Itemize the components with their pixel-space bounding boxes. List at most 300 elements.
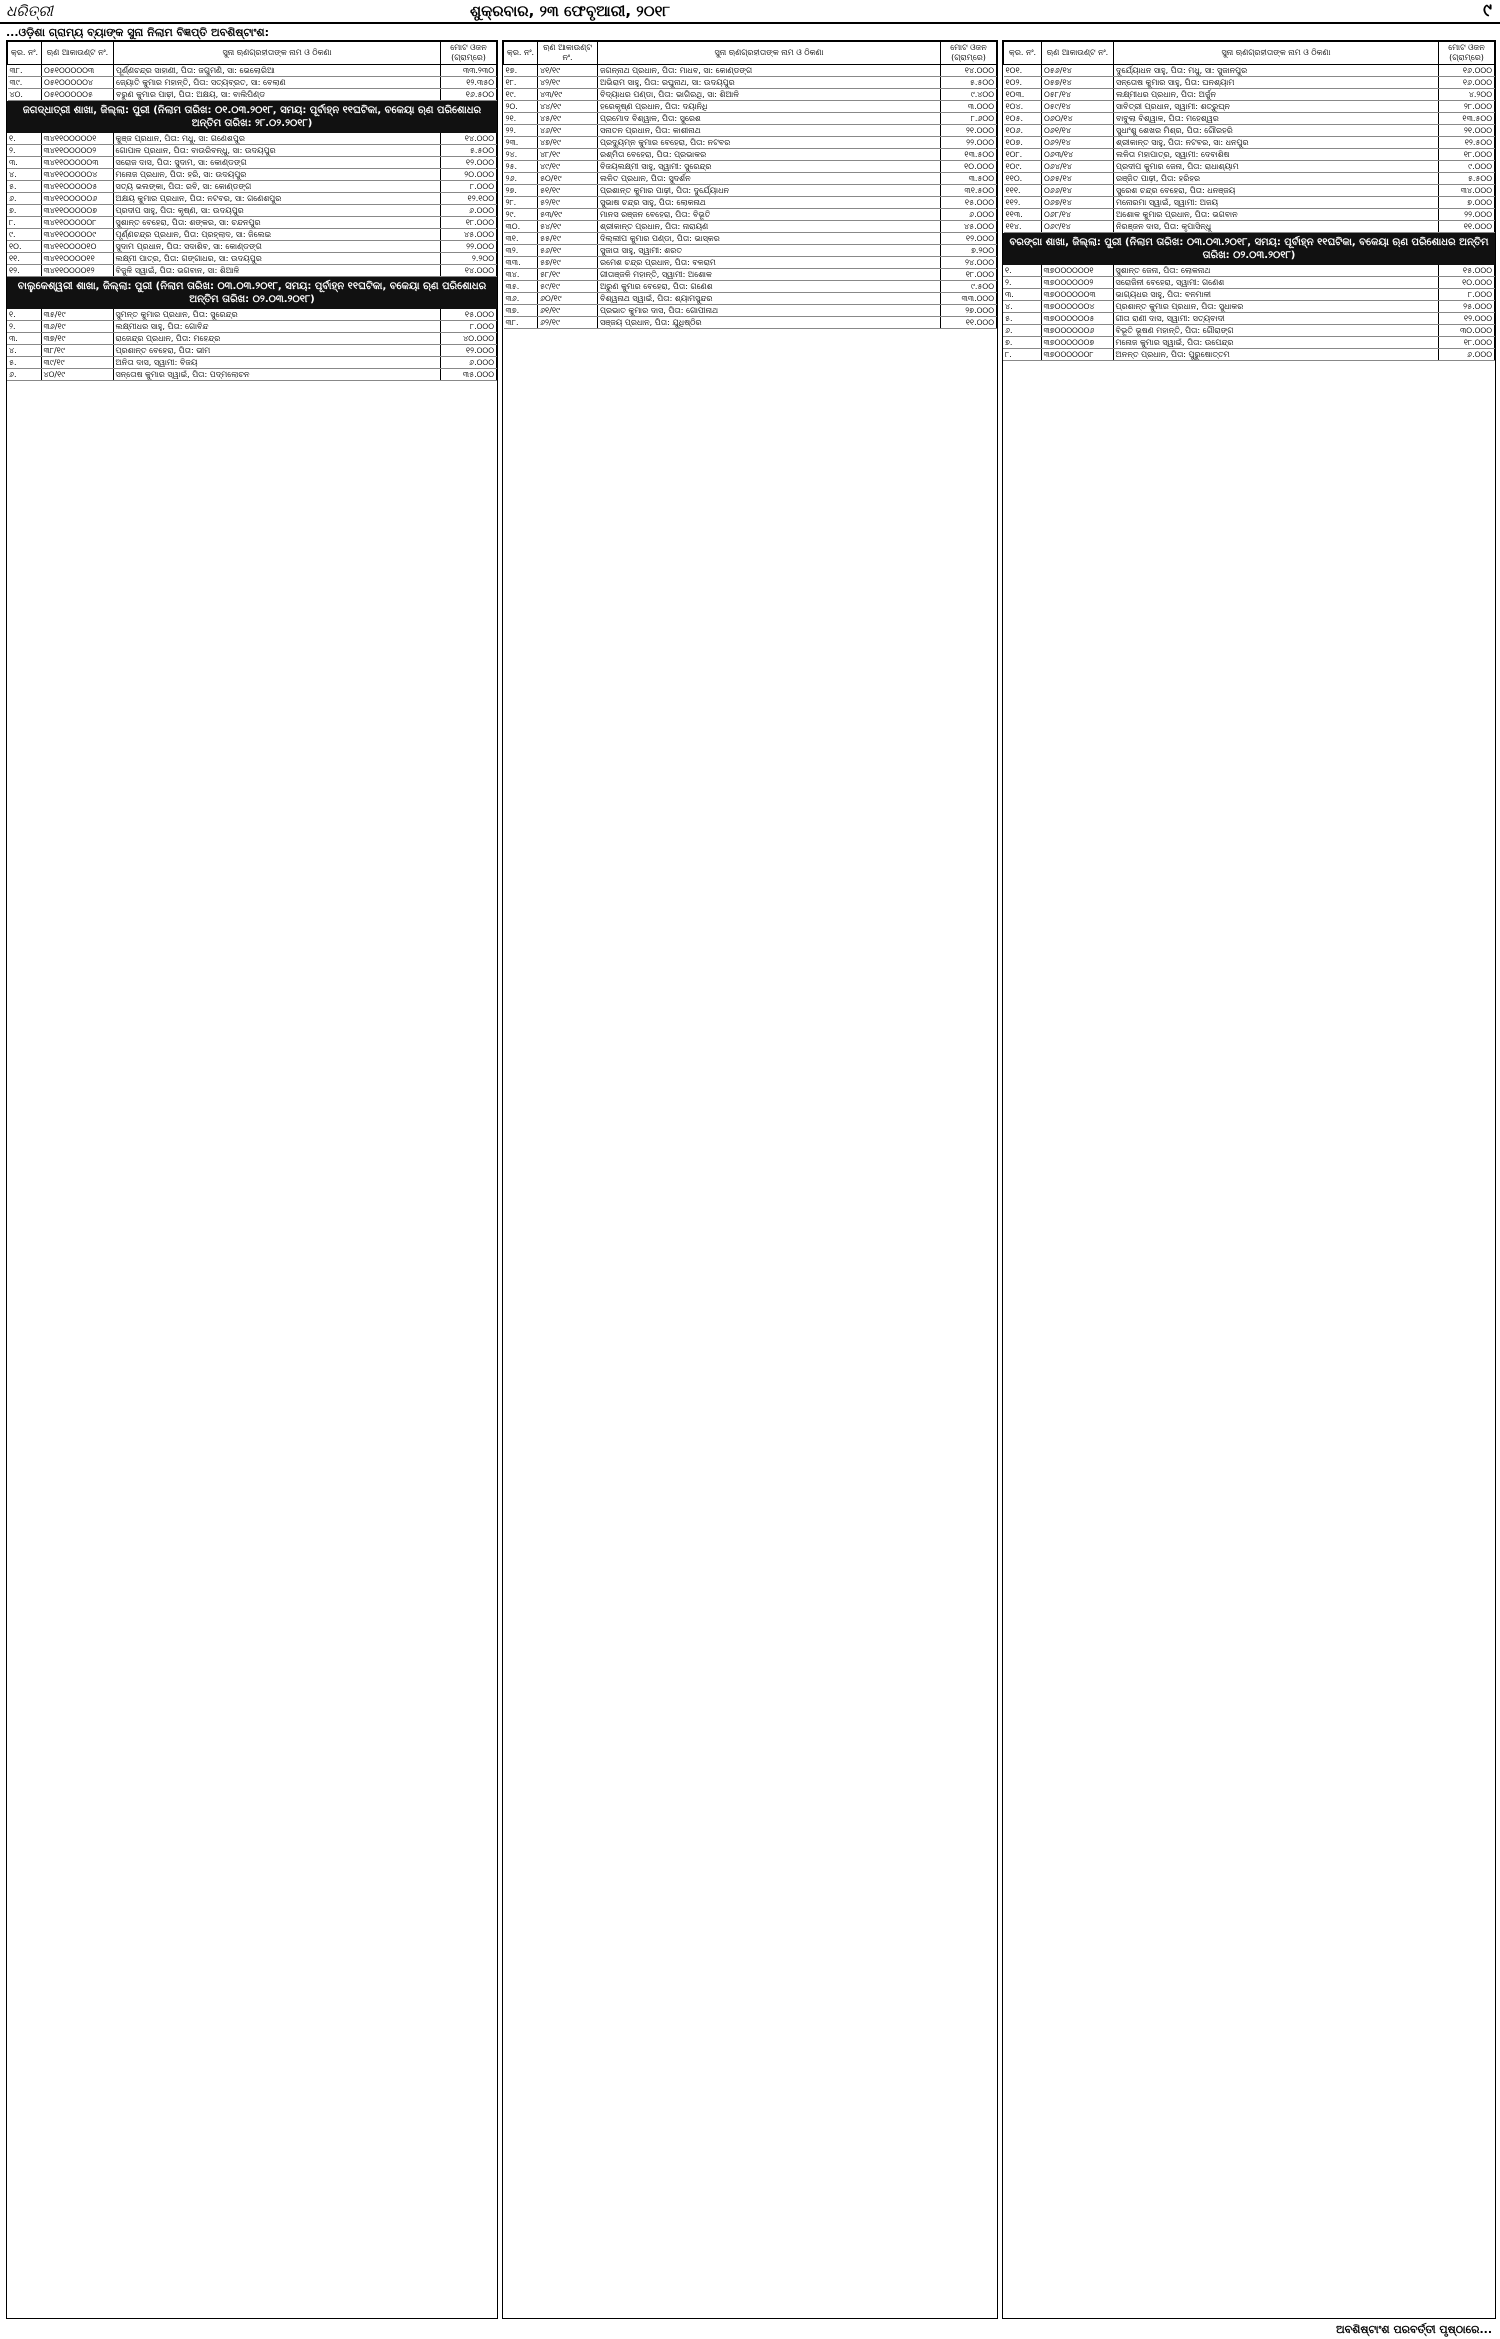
- cell-sl: ୨୪.: [504, 149, 538, 161]
- cell-weight: ୧୧.୦୦୦: [1439, 221, 1495, 233]
- notice-column-3: [1002, 40, 1496, 2319]
- cell-name: ଶ୍ରୀକାନ୍ତ ପ୍ରଧାନ, ପିତା: ନାରାୟଣ: [598, 221, 941, 233]
- cell-name: ବାବୁଲା ବିଶ୍ୱାଳ, ପିତା: ମହେଶ୍ୱର: [1114, 113, 1439, 125]
- header-loan: ଋଣ ଆକାଉଣ୍ଟ ନଂ.: [1042, 42, 1114, 65]
- cell-sl: ୧୦୨.: [1004, 77, 1042, 89]
- cell-weight: ୨.୨୦୦: [441, 253, 497, 265]
- cell-name: ପ୍ରମୋଦ ବିଶ୍ୱାଳ, ପିତା: ସୁରେଶ: [598, 113, 941, 125]
- table-row: [504, 65, 997, 77]
- cell-name: ସାବିତ୍ରୀ ପ୍ରଧାନ, ସ୍ୱାମୀ: ଶତ୍ରୁଘ୍ନ: [1114, 101, 1439, 113]
- cell-sl: ୨୭.: [504, 185, 538, 197]
- cell-loan: ୪୬/୧୯: [538, 125, 598, 137]
- cell-weight: ୩୦.୦୦୦: [1439, 325, 1495, 337]
- cell-name: ମନୋଜ ପ୍ରଧାନ, ପିତା: ହରି, ସା: ଉଦୟପୁର: [113, 169, 441, 181]
- cell-sl: ୨୨.: [504, 125, 538, 137]
- cell-loan: ୦୫୧୦୦୦୦୦୫: [42, 89, 114, 101]
- cell-name: ରମେଶ ଚନ୍ଦ୍ର ପ୍ରଧାନ, ପିତା: ବଳରାମ: [598, 257, 941, 269]
- table-row: [7, 169, 497, 181]
- cell-name: ସତ୍ୟ ଭଲଙ୍କା, ପିତା: ରବି, ସା: କୋଣ୍ଡଙ୍ଗ: [113, 181, 441, 193]
- cell-loan: ୫୩/୧୯: [538, 209, 598, 221]
- cell-sl: ୭.: [1003, 337, 1041, 349]
- table-row: [8, 77, 497, 89]
- cell-name: ସୁରେଶ ଚନ୍ଦ୍ର ବେହେରା, ପିତା: ଧନଞ୍ଜୟ: [1114, 185, 1439, 197]
- cell-name: ଜଗନ୍ନାଥ ପ୍ରଧାନ, ପିତା: ମାଧବ, ସା: କୋଣ୍ଡଙ୍ଗ: [598, 65, 941, 77]
- table-row: [1003, 325, 1495, 337]
- cell-loan: ୪୪/୧୯: [538, 101, 598, 113]
- cell-loan: ୪୫/୧୯: [538, 113, 598, 125]
- cell-loan: ୦୬୫/୧୪: [1042, 173, 1114, 185]
- cell-loan: ୩୪୧୧୦୦୦୦୦୮: [41, 217, 113, 229]
- continued-note: ଅବଶିଷ୍ଟାଂଶ ପରବର୍ତ୍ତୀ ପୃଷ୍ଠାରେ...: [1335, 2323, 1492, 2336]
- cell-name: ଗୋପାଳ ପ୍ରଧାନ, ପିତା: ବାଉରିବନ୍ଧୁ, ସା: ଉଦୟପୁର: [113, 145, 441, 157]
- cell-sl: ୮.: [7, 217, 41, 229]
- table-row: [1004, 209, 1495, 221]
- cell-sl: ୨୬.: [504, 173, 538, 185]
- table-row: [7, 229, 497, 241]
- table-row: [504, 209, 997, 221]
- cell-sl: ୪୦.: [8, 89, 42, 101]
- cell-name: ମାନସ ରଞ୍ଜନ ବେହେରା, ପିତା: ବିଭୂତି: [598, 209, 941, 221]
- cell-loan: ୦୬୧/୧୪: [1042, 125, 1114, 137]
- cell-loan: ୬୨/୧୯: [538, 317, 598, 329]
- cell-name: ଅନନ୍ତ ପ୍ରଧାନ, ପିତା: ପୁରୁଷୋତ୍ତମ: [1113, 349, 1439, 361]
- cell-sl: ୩୮.: [8, 65, 42, 77]
- cell-name: ସନ୍ତୋଷ କୁମାର ସ୍ୱାଇଁ, ପିତା: ପଦ୍ମଲୋଚନ: [113, 369, 441, 381]
- table-row: [504, 101, 997, 113]
- cell-sl: ୧.: [1003, 265, 1041, 277]
- table-row: [1004, 77, 1495, 89]
- cell-loan: ୩୪୧୧୦୦୦୦୦୫: [41, 181, 113, 193]
- cell-weight: ୫.୫୦୦: [1439, 173, 1495, 185]
- cell-weight: ୮.୦୦୦: [441, 321, 497, 333]
- cell-loan: ୩୮/୧୯: [41, 345, 113, 357]
- cell-loan: ୩୪୧୧୦୦୦୦୦୭: [41, 205, 113, 217]
- table-row: [7, 193, 497, 205]
- cell-weight: ୪.୨୦୦: [1439, 89, 1495, 101]
- cell-weight: ୧୦.୦୦୦: [1439, 277, 1495, 289]
- notice-column-2: [502, 40, 998, 2319]
- header-name: ସୁନା ଋଣଗ୍ରହୀତାଙ୍କ ନାମ ଓ ଠିକଣା: [1114, 42, 1439, 65]
- cell-name: ସରୋଜିନୀ ବେହେରା, ସ୍ୱାମୀ: ଗଣେଶ: [1113, 277, 1439, 289]
- cell-sl: ୫.: [7, 357, 41, 369]
- cell-loan: ୦୫୭/୧୪: [1042, 77, 1114, 89]
- cell-name: ପ୍ରଦୀପ ସାହୁ, ପିତା: କୃଷ୍ଣ, ସା: ଉଦୟପୁର: [113, 205, 441, 217]
- notice-subtitle: ...ଓଡ଼ିଶା ଗ୍ରାମ୍ୟ ବ୍ୟାଙ୍କ ସୁନା ନିଲାମ ବିଜ୍ଞପ୍ତି ଅବଶିଷ୍ଟାଂଶ:: [6, 26, 269, 39]
- notice-column-1: [6, 40, 498, 2319]
- cell-weight: ୯.୫୦୦: [941, 281, 997, 293]
- cell-loan: ୩୪୧୧୦୦୦୦୧୧: [41, 253, 113, 265]
- table-row: [504, 89, 997, 101]
- cell-weight: ୧୬.୦୦୦: [1439, 65, 1495, 77]
- cell-weight: ୨୨.୦୦୦: [441, 241, 497, 253]
- issue-date: ଶୁକ୍ରବାର, ୨୩ ଫେବୃଆରୀ, ୨୦୧୮: [470, 2, 671, 20]
- cell-sl: ୫.: [7, 181, 41, 193]
- newspaper-brand: ଧରିତ୍ରୀ: [6, 2, 53, 20]
- cell-weight: ୧୮.୦୦୦: [941, 269, 997, 281]
- table-row: [7, 181, 497, 193]
- cell-sl: ୩.: [1003, 289, 1041, 301]
- table-row: [504, 281, 997, 293]
- cell-weight: ୯.୦୦୦: [1439, 161, 1495, 173]
- cell-sl: ୨୮.: [504, 197, 538, 209]
- cell-loan: ୩୭୦୦୦୦୦୦୨: [1041, 277, 1113, 289]
- cell-name: ନିରଞ୍ଜନ ଦାସ, ପିତା: କୃପାସିନ୍ଧୁ: [1114, 221, 1439, 233]
- cell-weight: ୧୨.୩୫୦: [441, 77, 497, 89]
- cell-loan: ୦୬୯/୧୪: [1042, 221, 1114, 233]
- cell-name: ରଶ୍ମିତା ବେହେରା, ପିତା: ପ୍ରଭାକର: [598, 149, 941, 161]
- cell-sl: ୩୨.: [504, 245, 538, 257]
- header-loan: ଋଣ ଆକାଉଣ୍ଟ ନଂ.: [42, 42, 114, 65]
- cell-name: ସୁମନ୍ତ କୁମାର ପ୍ରଧାନ, ପିତା: ସୁରେନ୍ଦ୍ର: [113, 309, 441, 321]
- cell-loan: ୦୬୭/୧୪: [1042, 197, 1114, 209]
- cell-sl: ୧.: [7, 133, 41, 145]
- cell-sl: ୪.: [7, 169, 41, 181]
- cell-loan: ୦୫୧୦୦୦୦୦୪: [42, 77, 114, 89]
- cell-weight: ୧୬.୦୦୦: [1439, 77, 1495, 89]
- cell-name: ଗୀତା ରାଣୀ ଦାସ, ସ୍ୱାମୀ: ସତ୍ୟବାଦୀ: [1113, 313, 1439, 325]
- cell-weight: ୨୮.୦୦୦: [1439, 101, 1495, 113]
- cell-weight: ୧୮.୦୦୦: [1439, 149, 1495, 161]
- cell-sl: ୩୪.: [504, 269, 538, 281]
- cell-sl: ୨୫.: [504, 161, 538, 173]
- cell-name: ବରୁଣ କୁମାର ପାଢ଼ୀ, ପିତା: ଅକ୍ଷୟ, ସା: ବାଲିପିଣ୍ଡ: [114, 89, 441, 101]
- cell-sl: ୩୦.: [504, 221, 538, 233]
- cell-weight: ୧୨.୦୦୦: [941, 233, 997, 245]
- table-row: [504, 161, 997, 173]
- table-row: [7, 157, 497, 169]
- cell-name: ପୂର୍ଣ୍ଣଚନ୍ଦ୍ର ପ୍ରଧାନ, ପିତା: ପ୍ରହ୍ଲାଦ, ସା: ଜିଲେଇ: [113, 229, 441, 241]
- cell-sl: ୧୮.: [504, 77, 538, 89]
- table-row: [504, 245, 997, 257]
- cell-weight: ୩୫.୦୦୦: [441, 369, 497, 381]
- table-row: [504, 77, 997, 89]
- cell-name: ପ୍ରଶାନ୍ତ କୁମାର ପାଢ଼ୀ, ପିତା: ଦୁର୍ଯ୍ୟୋଧନ: [598, 185, 941, 197]
- cell-name: ସୁଶାନ୍ତ ଜେନା, ପିତା: ଲୋକନାଥ: [1113, 265, 1439, 277]
- cell-name: ପ୍ରଭାତ କୁମାର ଦାସ, ପିତା: ଗୋପୀନାଥ: [598, 305, 941, 317]
- cell-name: ସନାତନ ପ୍ରଧାନ, ପିତା: କାଶୀନାଥ: [598, 125, 941, 137]
- cell-name: ସୁଦାମ ପ୍ରଧାନ, ପିତା: ସଦାଶିବ, ସା: କୋଣ୍ଡଙ୍ଗ: [113, 241, 441, 253]
- table-row: [1004, 89, 1495, 101]
- table-row: [504, 269, 997, 281]
- table-row: [1004, 173, 1495, 185]
- table-row: [7, 321, 497, 333]
- table-row: [1004, 185, 1495, 197]
- column-1-table-mid: [7, 133, 497, 277]
- cell-name: ସୁଶାନ୍ତ ବେହେରା, ପିତା: ଶଙ୍କର, ସା: ଚନ୍ଦନପୁର: [113, 217, 441, 229]
- table-row: [7, 133, 497, 145]
- table-row: [1004, 125, 1495, 137]
- cell-weight: ୩.୫୦୦: [941, 173, 997, 185]
- cell-weight: ୧୦.୦୦୦: [941, 161, 997, 173]
- cell-loan: ୩୭୦୦୦୦୦୦୩: [1041, 289, 1113, 301]
- cell-name: ବିଜୁଳି ସ୍ୱାଇଁ, ପିତା: ଭଗବାନ, ସା: ଶିଆଳି: [113, 265, 441, 277]
- cell-loan: ୫୮/୧୯: [538, 269, 598, 281]
- cell-weight: ୧୫.୦୦୦: [1439, 265, 1495, 277]
- cell-name: ସରୋଜ ଦାସ, ପିତା: ସୁଦାମ, ସା: କୋଣ୍ଡଙ୍ଗ: [113, 157, 441, 169]
- cell-name: ଲଳିତା ମହାପାତ୍ର, ସ୍ୱାମୀ: ଦେବାଶିଷ: [1114, 149, 1439, 161]
- cell-sl: ୧୧.: [7, 253, 41, 265]
- cell-weight: ୩୩.୦୦୦: [941, 293, 997, 305]
- cell-sl: ୩.: [7, 333, 41, 345]
- table-row: [504, 185, 997, 197]
- cell-weight: ୧୫.୦୦୦: [941, 197, 997, 209]
- cell-name: ପ୍ରଦ୍ୟୁମ୍ନ କୁମାର ବେହେରା, ପିତା: ନଟବର: [598, 137, 941, 149]
- cell-name: ରଞ୍ଜିତ ପାଢ଼ୀ, ପିତା: ହରିହର: [1114, 173, 1439, 185]
- cell-loan: ୫୬/୧୯: [538, 245, 598, 257]
- cell-weight: ୧୨.୧୦୦: [441, 193, 497, 205]
- cell-sl: ୧.: [7, 309, 41, 321]
- cell-sl: ୧୦୬.: [1004, 125, 1042, 137]
- table-row: [1004, 161, 1495, 173]
- cell-loan: ୬୦/୧୯: [538, 293, 598, 305]
- cell-loan: ୩୭୦୦୦୦୦୦୧: [1041, 265, 1113, 277]
- cell-loan: ୦୫୮/୧୪: [1042, 89, 1114, 101]
- cell-sl: ୬.: [7, 369, 41, 381]
- cell-loan: ୫୦/୧୯: [538, 173, 598, 185]
- cell-weight: ୪୦.୦୦୦: [441, 333, 497, 345]
- cell-weight: ୧୫.୦୦୦: [441, 309, 497, 321]
- cell-loan: ୦୫୧୦୦୦୦୦୩: [42, 65, 114, 77]
- table-row: [504, 137, 997, 149]
- cell-name: ଲକ୍ଷ୍ମୀଧର ପ୍ରଧାନ, ପିତା: ଅର୍ଜୁନ: [1114, 89, 1439, 101]
- header-sl: କ୍ର. ନଂ.: [8, 42, 42, 65]
- table-row: [504, 317, 997, 329]
- cell-name: ଅରୁଣ କୁମାର ବେହେରା, ପିତା: ଗଣେଶ: [598, 281, 941, 293]
- cell-sl: ୧୦୫.: [1004, 113, 1042, 125]
- cell-sl: ୨.: [7, 321, 41, 333]
- cell-sl: ୧୧୩.: [1004, 209, 1042, 221]
- column-1-table: [7, 41, 497, 101]
- branch-banner-1: ଜଗଦ୍ଧାତ୍ରୀ ଶାଖା, ଜିଲ୍ଲା: ପୁରୀ (ନିଲାମ ତାରିଖ: ୦୧.୦୩.୨୦୧୮, ସମୟ: ପୂର୍ବାହ୍ନ ୧୧ଘଟିକା, ବକେୟା ଋଣ ପରିଶୋଧର ଅନ୍ତିମ ତାରିଖ: ୨୮.୦୨.୨୦୧୮): [7, 101, 497, 133]
- header-sl: କ୍ର. ନଂ.: [1004, 42, 1042, 65]
- table-row: [1003, 301, 1495, 313]
- cell-sl: ୪.: [1003, 301, 1041, 313]
- cell-weight: ୬.୦୦୦: [1439, 349, 1495, 361]
- cell-sl: ୨୧.: [504, 113, 538, 125]
- cell-name: ସନ୍ତୋଷ କୁମାର ସାହୁ, ପିତା: ଘନଶ୍ୟାମ: [1114, 77, 1439, 89]
- cell-weight: ୨୨.୦୦୦: [1439, 209, 1495, 221]
- cell-name: ରାଜେନ୍ଦ୍ର ପ୍ରଧାନ, ପିତା: ମହେନ୍ଦ୍ର: [113, 333, 441, 345]
- cell-weight: ୧୮.୦୦୦: [441, 217, 497, 229]
- branch-banner-2: ବାଲୁକେଶ୍ୱରୀ ଶାଖା, ଜିଲ୍ଲା: ପୁରୀ (ନିଲାମ ତାରିଖ: ୦୩.୦୩.୨୦୧୮, ସମୟ: ପୂର୍ବାହ୍ନ ୧୧ଘଟିକା, ବକେୟା ଋଣ ପରିଶୋଧର ଅନ୍ତିମ ତାରିଖ: ୦୨.୦୩.୨୦୧୮): [7, 277, 497, 309]
- cell-name: ଦୁର୍ଯ୍ୟୋଧନ ସାହୁ, ପିତା: ମଧୁ, ସା: ସୁଜାନପୁର: [1114, 65, 1439, 77]
- cell-weight: ୧୪.୦୦୦: [441, 133, 497, 145]
- table-row: [1004, 197, 1495, 209]
- cell-loan: ୬୧/୧୯: [538, 305, 598, 317]
- table-row: [1004, 113, 1495, 125]
- table-row: [504, 149, 997, 161]
- cell-name: ଅକ୍ଷୟ କୁମାର ପ୍ରଧାନ, ପିତା: ନଟବର, ସା: ଗଣେଶପୁର: [113, 193, 441, 205]
- cell-weight: ୧୩.୫୦୦: [941, 149, 997, 161]
- table-row: [7, 345, 497, 357]
- table-row: [1004, 137, 1495, 149]
- cell-name: ମନୋରମା ସ୍ୱାଇଁ, ସ୍ୱାମୀ: ଅଜୟ: [1114, 197, 1439, 209]
- table-row: [504, 113, 997, 125]
- cell-sl: ୧୦୩.: [1004, 89, 1042, 101]
- table-row: [1004, 149, 1495, 161]
- table-row: [7, 241, 497, 253]
- cell-name: ପ୍ରଶାନ୍ତ ବେହେରା, ପିତା: ଭୀମ: [113, 345, 441, 357]
- page-header: [0, 0, 1500, 24]
- cell-weight: ୨୫.୦୦୦: [1439, 301, 1495, 313]
- table-row: [8, 65, 497, 77]
- cell-weight: ୩୩.୨୩୦: [441, 65, 497, 77]
- cell-weight: ୧୨.୦୦୦: [441, 157, 497, 169]
- cell-loan: ୦୬୮/୧୪: [1042, 209, 1114, 221]
- cell-sl: ୧୨.: [7, 265, 41, 277]
- cell-sl: ୩୯.: [8, 77, 42, 89]
- cell-weight: ୪୫.୦୦୦: [941, 221, 997, 233]
- table-row: [7, 205, 497, 217]
- cell-sl: ୩୩.: [504, 257, 538, 269]
- cell-loan: ୪୦/୧୯: [41, 369, 113, 381]
- table-row: [7, 357, 497, 369]
- header-weight: ମୋଟ ଓଜନ (ଗ୍ରାମ୍‌ରେ): [441, 42, 497, 65]
- cell-sl: ୬.: [1003, 325, 1041, 337]
- cell-name: ହରେକୃଷ୍ଣ ପ୍ରଧାନ, ପିତା: ଦୟାନିଧି: [598, 101, 941, 113]
- cell-sl: ୨.: [1003, 277, 1041, 289]
- cell-weight: ୪୫.୦୦୦: [441, 229, 497, 241]
- cell-name: ଶ୍ରୀକାନ୍ତ ସାହୁ, ପିତା: ନଟବର, ସା: ଧନପୁର: [1114, 137, 1439, 149]
- cell-loan: ୩୪୧୧୦୦୦୦୧୦: [41, 241, 113, 253]
- cell-sl: ୧୦୮.: [1004, 149, 1042, 161]
- cell-loan: ୩୪୧୧୦୦୦୦୧୨: [41, 265, 113, 277]
- cell-name: ପ୍ରଶାନ୍ତ କୁମାର ପ୍ରଧାନ, ପିତା: ସୁଧାକର: [1113, 301, 1439, 313]
- cell-loan: ୦୬୨/୧୪: [1042, 137, 1114, 149]
- cell-weight: ୭.୦୦୦: [1439, 197, 1495, 209]
- cell-sl: ୧୦୭.: [1004, 137, 1042, 149]
- cell-loan: ୦୬୪/୧୪: [1042, 161, 1114, 173]
- cell-loan: ୩୭୦୦୦୦୦୦୬: [1041, 325, 1113, 337]
- cell-sl: ୨୩.: [504, 137, 538, 149]
- header-weight: ମୋଟ ଓଜନ (ଗ୍ରାମ୍‌ରେ): [1439, 42, 1495, 65]
- cell-weight: ୧୨.୦୦୦: [441, 345, 497, 357]
- cell-weight: ୮.୦୦୦: [1439, 289, 1495, 301]
- cell-name: ଜ୍ୟୋତି କୁମାର ମହାନ୍ତି, ପିତା: ସତ୍ୟବ୍ରତ, ସା: ବେଲାଣ: [114, 77, 441, 89]
- table-row: [1003, 277, 1495, 289]
- cell-loan: ୪୮/୧୯: [538, 149, 598, 161]
- cell-name: ଭାଗ୍ୟଧର ସାହୁ, ପିତା: ବନମାଳୀ: [1113, 289, 1439, 301]
- table-row: [1004, 101, 1495, 113]
- cell-loan: ୪୩/୧୯: [538, 89, 598, 101]
- cell-loan: ୪୭/୧୯: [538, 137, 598, 149]
- cell-loan: ୪୨/୧୯: [538, 77, 598, 89]
- cell-weight: ୩.୦୦୦: [941, 101, 997, 113]
- header-name: ସୁନା ଋଣଗ୍ରହୀତାଙ୍କ ନାମ ଓ ଠିକଣା: [114, 42, 441, 65]
- cell-loan: ୦୬୩/୧୪: [1042, 149, 1114, 161]
- cell-weight: ୭.୨୦୦: [941, 245, 997, 257]
- header-weight: ମୋଟ ଓଜନ (ଗ୍ରାମ୍‌ରେ): [941, 42, 997, 65]
- cell-weight: ୮.୦୦୦: [441, 181, 497, 193]
- column-1-table-bot: [7, 309, 497, 381]
- cell-loan: ୩୪୧୧୦୦୦୦୦୪: [41, 169, 113, 181]
- table-row: [1003, 289, 1495, 301]
- cell-sl: ୧୦୪.: [1004, 101, 1042, 113]
- table-row: [504, 197, 997, 209]
- cell-weight: ୮.୬୦୦: [941, 113, 997, 125]
- cell-sl: ୧୧୨.: [1004, 197, 1042, 209]
- cell-loan: ୦୫୬/୧୪: [1042, 65, 1114, 77]
- cell-sl: ୧୧୧.: [1004, 185, 1042, 197]
- cell-name: ବିଶ୍ୱନାଥ ସ୍ୱାଇଁ, ପିତା: ଶ୍ୟାମସୁନ୍ଦର: [598, 293, 941, 305]
- cell-sl: ୧୧୪.: [1004, 221, 1042, 233]
- cell-loan: ୩୭/୧୯: [41, 333, 113, 345]
- header-name: ସୁନା ଋଣଗ୍ରହୀତାଙ୍କ ନାମ ଓ ଠିକଣା: [598, 42, 941, 65]
- cell-sl: ୫.: [1003, 313, 1041, 325]
- cell-sl: ୧୯.: [504, 89, 538, 101]
- cell-name: ସୁଧାଂଶୁ ଶେଖର ମିଶ୍ର, ପିତା: ଗୌରହରି: [1114, 125, 1439, 137]
- table-row: [1003, 349, 1495, 361]
- cell-loan: ୩୭୦୦୦୦୦୦୫: [1041, 313, 1113, 325]
- cell-sl: ୩୧.: [504, 233, 538, 245]
- cell-sl: ୩୫.: [504, 281, 538, 293]
- cell-sl: ୮.: [1003, 349, 1041, 361]
- cell-weight: ୨୪.୦୦୦: [941, 257, 997, 269]
- table-row: [1003, 313, 1495, 325]
- cell-sl: ୩.: [7, 157, 41, 169]
- cell-name: ଦିଲ୍ଲୀପ କୁମାର ପଣ୍ଡା, ପିତା: ଭାସ୍କର: [598, 233, 941, 245]
- table-row: [8, 89, 497, 101]
- column-3-table: [1003, 41, 1495, 233]
- cell-weight: ୨୦.୦୦୦: [441, 169, 497, 181]
- cell-loan: ୩୪୧୧୦୦୦୦୦୯: [41, 229, 113, 241]
- cell-name: ଲକ୍ଷ୍ମୀଧର ସାହୁ, ପିତା: ଗୋବିନ୍ଦ: [113, 321, 441, 333]
- cell-sl: ୭.: [7, 205, 41, 217]
- table-row: [504, 173, 997, 185]
- cell-weight: ୧୬.୫୦୦: [441, 89, 497, 101]
- cell-sl: ୧୦୧.: [1004, 65, 1042, 77]
- cell-weight: ୫.୫୦୦: [941, 77, 997, 89]
- branch-banner-3: ବରଙ୍ଗା ଶାଖା, ଜିଲ୍ଲା: ପୁରୀ (ନିଲାମ ତାରିଖ: ୦୩.୦୩.୨୦୧୮, ସମୟ: ପୂର୍ବାହ୍ନ ୧୧ଘଟିକା, ବକେୟା ଋଣ ପରିଶୋଧର ଅନ୍ତିମ ତାରିଖ: ୦୨.୦୩.୨୦୧୮): [1003, 233, 1495, 265]
- cell-weight: ୨୧.୦୦୦: [941, 125, 997, 137]
- cell-loan: ୩୭୦୦୦୦୦୦୭: [1041, 337, 1113, 349]
- cell-weight: ୧୪.୦୦୦: [441, 265, 497, 277]
- cell-loan: ୩୪୧୧୦୦୦୦୦୩: [41, 157, 113, 169]
- table-row: [7, 309, 497, 321]
- header-sl: କ୍ର. ନଂ.: [504, 42, 538, 65]
- cell-loan: ୦୬୦/୧୪: [1042, 113, 1114, 125]
- table-row: [7, 253, 497, 265]
- cell-loan: ୫୨/୧୯: [538, 197, 598, 209]
- table-row: [1004, 221, 1495, 233]
- cell-name: ବିଭୂତି ଭୂଷଣ ମହାନ୍ତି, ପିତା: ଗୌରାଙ୍ଗ: [1113, 325, 1439, 337]
- cell-weight: ୧୧.୦୦୦: [941, 317, 997, 329]
- cell-name: ଗୀତାଞ୍ଜଳି ମହାନ୍ତି, ସ୍ୱାମୀ: ଅଶୋକ: [598, 269, 941, 281]
- cell-name: ମନୋଜ କୁମାର ସ୍ୱାଇଁ, ପିତା: ଉପେନ୍ଦ୍ର: [1113, 337, 1439, 349]
- cell-loan: ୫୯/୧୯: [538, 281, 598, 293]
- table-row: [1003, 265, 1495, 277]
- cell-name: ଅଶୋକ କୁମାର ପ୍ରଧାନ, ପିତା: ଭଗବାନ: [1114, 209, 1439, 221]
- cell-weight: ୧୩.୫୦୦: [1439, 113, 1495, 125]
- cell-name: ସଞ୍ଜୟ ପ୍ରଧାନ, ପିତା: ଯୁଧିଷ୍ଠିର: [598, 317, 941, 329]
- table-row: [504, 233, 997, 245]
- table-row: [504, 293, 997, 305]
- cell-loan: ୫୭/୧୯: [538, 257, 598, 269]
- cell-name: ବିଦ୍ୟାଧର ପଣ୍ଡା, ପିତା: ଭାଗିରଥି, ସା: ଶିଆଳି: [598, 89, 941, 101]
- cell-sl: ୩୭.: [504, 305, 538, 317]
- cell-loan: ୩୭୦୦୦୦୦୦୪: [1041, 301, 1113, 313]
- table-row: [504, 305, 997, 317]
- cell-weight: ୨୧.୦୦୦: [1439, 125, 1495, 137]
- table-row: [7, 217, 497, 229]
- cell-sl: ୧୧୦.: [1004, 173, 1042, 185]
- cell-sl: ୧୦.: [7, 241, 41, 253]
- cell-weight: ୬.୦୦୦: [441, 357, 497, 369]
- cell-sl: ୨୯.: [504, 209, 538, 221]
- cell-name: ପ୍ରଦୀପ କୁମାର ଜେନା, ପିତା: ରାଧାଶ୍ୟାମ: [1114, 161, 1439, 173]
- cell-weight: ୩୧.୫୦୦: [941, 185, 997, 197]
- table-row: [1004, 65, 1495, 77]
